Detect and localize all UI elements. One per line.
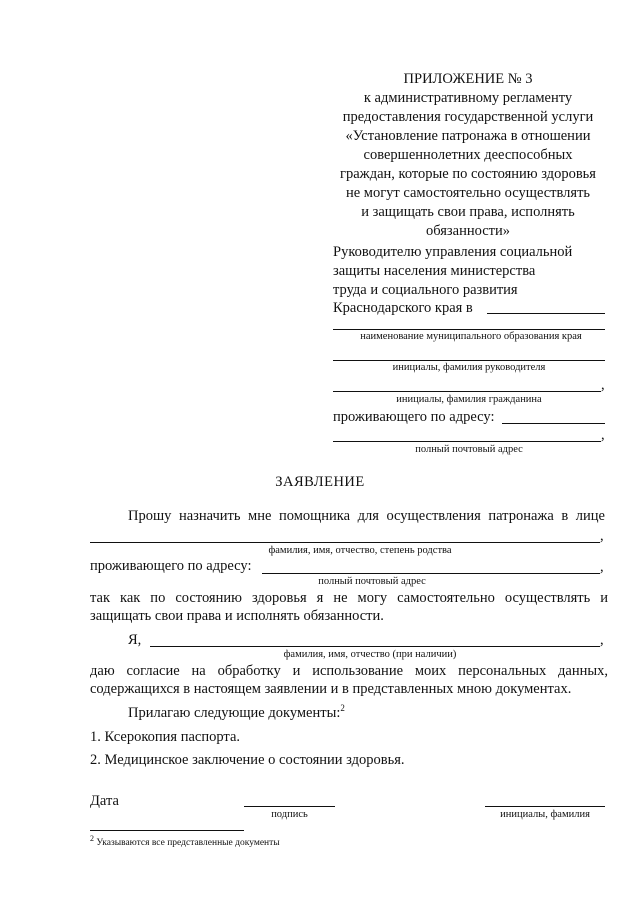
document-item-1: 1. Ксерокопия паспорта. <box>90 729 241 745</box>
initials-field-line[interactable] <box>485 806 605 807</box>
footnote <box>90 833 280 848</box>
signature-field-line[interactable] <box>244 806 335 807</box>
appendix-line: «Установление патронажа в отношении <box>345 128 591 144</box>
appendix-title: ПРИЛОЖЕНИЕ № 3 <box>403 71 533 87</box>
body-address-field-line[interactable] <box>262 573 600 574</box>
region-field-line[interactable] <box>487 313 605 314</box>
address-field-line[interactable] <box>502 423 605 424</box>
footnote-separator <box>90 830 244 831</box>
addressee-line-4: Краснодарского края в <box>333 300 473 316</box>
name-caption: фамилия, имя, отчество (при наличии) <box>283 649 457 660</box>
appendix-line: и защищать свои права, исполнять <box>361 204 575 220</box>
appendix-line: к административному регламенту <box>363 90 573 106</box>
consent-text-line-1: даю согласие на обработку и использование моих персональных данных, <box>90 663 608 679</box>
appendix-line: граждан, которые по состоянию здоровья <box>340 166 596 182</box>
body-address-caption: полный почтовый адрес <box>318 576 426 587</box>
address-caption: полный почтовый адрес <box>415 444 523 455</box>
document-item-2: 2. Медицинское заключение о состоянии здоровья. <box>90 752 405 768</box>
consent-text-line-2: содержащихся в настоящем заявлении и в представленных мною документах. <box>90 681 572 697</box>
name-field-line[interactable] <box>150 646 600 647</box>
comma: , <box>600 632 604 648</box>
citizen-field-line[interactable] <box>333 391 601 392</box>
appendix-line: обязанности» <box>425 223 510 239</box>
appendix-line: не могут самостоятельно осуществлять <box>345 185 591 201</box>
residing-label: проживающего по адресу: <box>90 558 252 574</box>
citizen-caption: инициалы, фамилия гражданина <box>396 394 542 405</box>
attachments-heading <box>128 705 345 722</box>
appendix-line: предоставления государственной услуги <box>342 109 594 125</box>
signature-caption: подпись <box>271 809 308 820</box>
reason-text-line-2: защищать свои права и исполнять обязанности. <box>90 608 384 624</box>
footnote-ref: 2 <box>340 703 345 714</box>
appendix-header <box>318 70 618 241</box>
request-text: Прошу назначить мне помощника для осуществления патронажа в лице <box>128 508 605 524</box>
comma: , <box>600 528 604 544</box>
address-field-line-2[interactable] <box>333 441 601 442</box>
residing-label: проживающего по адресу: <box>333 409 495 425</box>
initials-caption: инициалы, фамилия <box>500 809 590 820</box>
addressee-line-3: труда и социального развития <box>333 282 518 298</box>
attachments-label: Прилагаю следующие документы: <box>128 705 341 721</box>
footnote-text: Указываются все представленные документы <box>94 838 280 848</box>
municipality-caption: наименование муниципального образования края <box>360 331 582 342</box>
comma: , <box>601 377 605 393</box>
addressee-line-1: Руководителю управления социальной <box>333 244 573 260</box>
appendix-line: совершеннолетних дееспособных <box>363 147 573 163</box>
comma: , <box>601 427 605 443</box>
footnote-mark: 2 <box>90 833 94 843</box>
i-label: Я, <box>128 632 142 648</box>
head-caption: инициалы, фамилия руководителя <box>392 362 546 373</box>
reason-text-line-1: так как по состоянию здоровья я не могу самостоятельно осуществлять и <box>90 590 608 606</box>
assistant-caption: фамилия, имя, отчество, степень родства <box>268 545 452 556</box>
assistant-field-line[interactable] <box>90 542 600 543</box>
date-label: Дата <box>90 793 119 809</box>
document-title: ЗАЯВЛЕНИЕ <box>275 474 365 490</box>
comma: , <box>600 559 604 575</box>
municipality-field-line[interactable] <box>333 329 605 330</box>
addressee-line-2: защиты населения министерства <box>333 263 536 279</box>
head-field-line[interactable] <box>333 360 605 361</box>
